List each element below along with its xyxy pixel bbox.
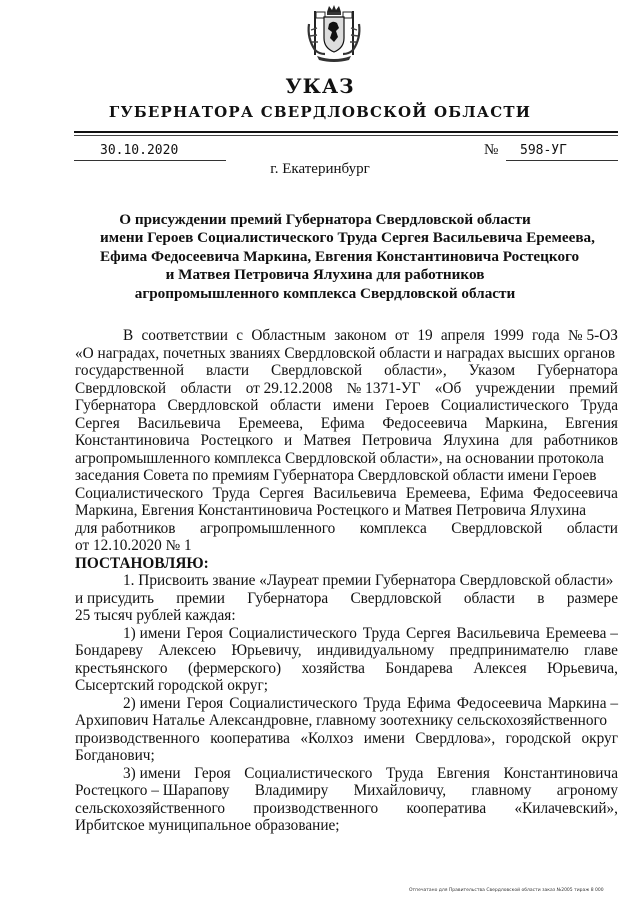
word: Петровича [361,432,432,449]
word: главному [471,782,532,799]
word: Сергея [259,484,304,502]
word: крестьянского [75,659,168,677]
word: Губернатора [75,397,156,414]
word: Указом [468,362,516,379]
word: Владимиру [254,782,329,799]
text-line [75,590,618,608]
text-line [75,362,618,380]
word: Социалистического [228,624,357,642]
word: Еремеева, [238,414,304,432]
text-line [75,327,618,345]
decree-word: ПОСТАНОВЛЯЮ: [75,554,209,572]
word: Юрьевича, [547,659,618,677]
word: Ялухина [442,432,500,449]
word: области [566,519,618,537]
word: округ [581,729,618,747]
word: Свердловской [75,379,167,397]
word: (фермерского) [188,659,282,677]
word: Труда [362,624,401,642]
item-1-last-line: 25 тысяч рублей каждая: [75,607,236,624]
word: Губернатора [247,589,329,607]
word: учреждении [475,379,555,397]
word: Ростецкого – Шарапову [75,782,230,799]
word: государственной [75,362,185,379]
word: Константиновича [503,764,618,782]
word: Еремеева – [545,624,618,642]
subject-line: Ефима Федосеевича Маркина, Евгения Константиновича Ростецкого [100,247,580,265]
word: производственного [75,729,200,747]
word: области [180,379,232,397]
word: Васильевича [137,414,221,432]
word: «Килачевский», [514,799,618,817]
text-line [75,415,618,433]
text-line [75,642,618,660]
item-1 [75,572,618,607]
word: Евгения [437,764,490,782]
word: Свердловской [271,362,363,379]
text-line [75,695,618,713]
text-line [75,450,618,468]
word: агропромышленного [199,519,336,537]
header-rule-thin [74,135,618,136]
document-body [75,327,618,835]
print-imprint: Отпечатано для Правительства Свердловской области заказ №2005 тираж 8 000 [409,888,604,893]
word: области [463,589,515,607]
word: сельскохозяйственного [75,799,226,817]
word: Васильевича [313,484,397,502]
word: Алексея [473,659,527,677]
preamble [75,327,618,537]
word: агроному [556,782,618,799]
text-line [75,625,618,643]
text-line [75,782,618,800]
word: Федосеевича [456,694,542,712]
word: Архипович Наталье Александровне, главному зоотехнику сельскохозяйственного [75,712,608,729]
word: соответствии [141,327,228,344]
word: работников [543,432,618,449]
word: Социалистического [244,764,373,782]
word: власти [205,362,250,379]
word: Ефима [479,484,524,502]
preamble-last-line: от 12.10.2020 № 1 [75,537,192,554]
word: в [537,589,545,607]
word: и присудить [75,589,154,607]
word: Областным [251,327,326,344]
text-line [75,432,618,450]
word: «Колхоз [300,729,354,747]
word: производственного [253,799,379,817]
document-city: г. Екатеринбург [270,161,370,177]
word: предпринимателю [449,642,569,659]
word: Маркина, Евгения Константиновича Ростецкого и Матвея Петровича Ялухина [75,502,587,519]
word: для работников [75,519,176,537]
text-line [75,485,618,503]
word: от 29.12.2008 [245,379,333,397]
subject-line: О присуждении премий Губернатора Свердловской области [119,211,531,228]
word: Михайловичу, [353,782,447,799]
text-line [75,730,618,748]
word: имени [363,729,405,747]
document-date: 30.10.2020 [100,143,179,158]
word: Социалистического [440,397,569,414]
word: 1) имени [123,624,181,642]
word: 19 [417,327,433,344]
word: года [532,327,560,344]
word: Федосеевича [532,484,618,502]
word: № 5-ОЗ [568,327,618,344]
word: Алексею [158,642,217,659]
document-subject [100,211,595,303]
word: Еремеева, [405,484,471,502]
word: Труда [212,484,250,502]
word: Бондареву [75,642,143,659]
subject-line: агропромышленного комплекса Свердловской области [134,284,516,302]
word: Константиновича [75,432,190,449]
word: индивидуальному [316,642,435,659]
word: Свердловской [451,519,543,537]
text-line [75,520,618,538]
word: законом [334,327,387,344]
text-line [75,660,618,678]
text-line [75,572,618,590]
word: размере [566,589,618,607]
word: городской [505,729,572,747]
word: Героя [194,764,231,782]
document-issuer: ГУБЕРНАТОРА СВЕРДЛОВСКОЙ ОБЛАСТИ [108,103,532,121]
word: Героев [385,397,430,414]
text-line [75,467,618,485]
award-2 [75,695,618,748]
award-1-last-line: Сысертский городской округ; [75,677,268,694]
award-3 [75,765,618,818]
award-1 [75,625,618,678]
word: Труда [363,694,401,712]
word: для [510,432,533,449]
word: Ефима [320,414,365,432]
word: «Об [434,379,462,397]
award-2-last-line: Богданович; [75,747,155,764]
word: Труда [580,397,618,414]
word: агропромышленного комплекса Свердловской области», на основании протокола [75,449,604,467]
word: Свердлова», [415,729,496,747]
word: Маркина, [484,414,548,432]
word: 1. Присвоить звание «Лауреат премии Губернатора Свердловской области» [123,572,614,589]
word: Свердловской [350,589,442,607]
text-line [75,765,618,783]
word: главе [584,642,618,659]
word: кооператива [210,729,290,747]
word: кооператива [406,799,487,817]
word: Социалистического [229,694,358,712]
word: заседания Совета по премиям Губернатора Свердловской области имени Героев [75,467,597,484]
word: Свердловской [167,397,259,414]
subject-line: и Матвея Петровича Ялухина для работников [165,266,485,284]
word: Евгения [565,414,618,432]
text-line [75,397,618,415]
document-number: 598-УГ [520,143,567,158]
word: Труда [386,764,424,782]
word: и [284,432,293,449]
word: «О наградах, почетных званиях Свердловской области и наградах высших органов [75,344,616,362]
word: от [394,327,409,344]
number-label: № [484,142,499,158]
word: Героя [186,624,223,642]
subject-line: имени Героев Социалистического Труда Сергея Васильевича Еремеева, [100,229,595,247]
word: Губернатора [537,362,618,379]
word: Сергея [75,414,120,432]
word: Бондарева [385,659,453,677]
word: Ефима [406,694,451,712]
word: Героя [186,694,224,712]
word: 3) имени [123,764,181,782]
word: премии [176,589,225,607]
coat-of-arms-icon [305,4,363,64]
text-line [75,712,618,730]
word: Юрьевичу, [231,642,302,659]
header-rule-thick [74,131,618,133]
word: комплекса [359,519,427,537]
word: области», [384,362,447,379]
text-line [75,380,618,398]
word: Сергея [405,624,451,642]
award-3-last-line: Ирбитское муниципальное образование; [75,817,340,834]
word: Федосеевича [382,414,468,432]
word: хозяйства [301,659,365,677]
document-title: УКАЗ [285,74,355,98]
text-line [75,800,618,818]
word: апреля [440,327,485,344]
word: Маркина – [547,694,618,712]
word: Матвея [303,432,351,449]
word: 1999 [493,327,524,344]
text-line [75,502,618,520]
text-line [75,345,618,363]
word: премий [569,379,618,397]
word: области [270,397,322,414]
word: В [123,327,134,344]
word: 2) имени [123,694,181,712]
word: № 1371-УГ [346,379,421,397]
word: имени [332,397,374,414]
word: Социалистического [75,484,204,502]
word: Ростецкого [200,432,273,449]
word: Васильевича [456,624,540,642]
word: с [236,327,244,344]
